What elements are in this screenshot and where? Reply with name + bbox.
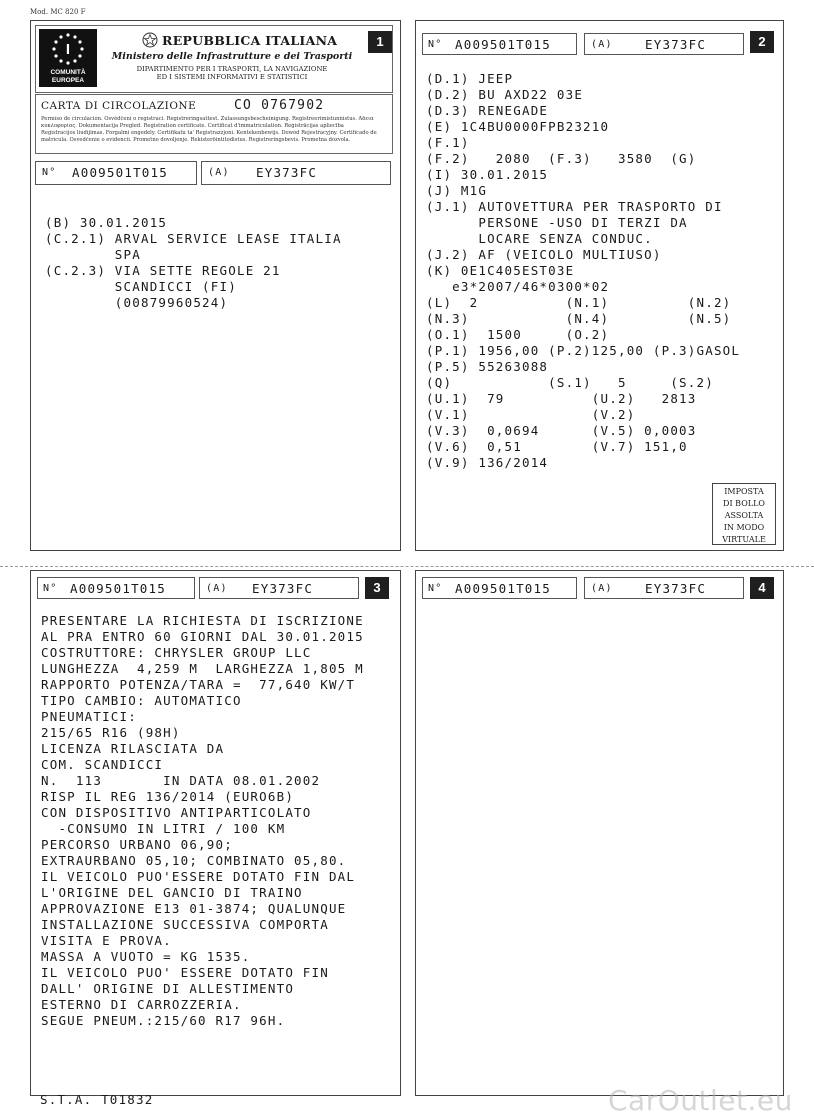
note-line: COSTRUTTORE: CHRYSLER GROUP LLC: [41, 645, 312, 660]
svg-text:I: I: [65, 41, 71, 58]
plate-label: (A): [591, 583, 613, 594]
field-line: (V.1) (V.2): [426, 407, 636, 422]
watermark: CarOutlet.eu: [608, 1084, 793, 1117]
registration-number-box: [422, 577, 577, 599]
field-line: (I) 30.01.2015: [426, 167, 549, 182]
field-line: (E) 1C4BU0000FPB23210: [426, 119, 610, 134]
italian-emblem-icon: [142, 32, 158, 48]
plate-label: (A): [208, 167, 230, 178]
field-line: (F.2) 2080 (F.3) 3580 (G): [426, 151, 697, 166]
plate-number: EY373FC: [252, 581, 314, 596]
panel-4: [415, 570, 784, 1096]
panel-3: [30, 570, 401, 1096]
note-line: PRESENTARE LA RICHIESTA DI ISCRIZIONE: [41, 613, 364, 628]
note-line: APPROVAZIONE E13 01-3874; QUALUNQUE: [41, 901, 347, 916]
note-line: L'ORIGINE DEL GANCIO DI TRAINO: [41, 885, 303, 900]
field-line: (D.3) RENEGADE: [426, 103, 549, 118]
header-box: [35, 25, 393, 93]
field-line: (J.2) AF (VEICOLO MULTIUSO): [426, 247, 662, 262]
field-line: SPA: [45, 247, 141, 262]
note-line: COM. SCANDICCI: [41, 757, 164, 772]
plate-box: [584, 577, 744, 599]
tax-stamp: [712, 483, 776, 545]
number-label: N°: [42, 167, 57, 178]
field-line: SCANDICCI (FI): [45, 279, 237, 294]
registration-number-box: [37, 577, 195, 599]
note-line: CON DISPOSITIVO ANTIPARTICOLATO: [41, 805, 312, 820]
stamp-line: ASSOLTA: [724, 511, 764, 520]
field-line: (N.3) (N.4) (N.5): [426, 311, 732, 326]
note-line: IL VEICOLO PUO'ESSERE DOTATO FIN DAL: [41, 869, 356, 884]
note-line: MASSA A VUOTO = KG 1535.: [41, 949, 251, 964]
registration-number: A009501T015: [455, 581, 551, 596]
stamp-line: IMPOSTA: [724, 487, 764, 496]
field-line: (J) M1G: [426, 183, 488, 198]
document-number: CO 0767902: [234, 98, 325, 113]
note-line: ESTERNO DI CARROZZERIA.: [41, 997, 242, 1012]
stamp-line: IN MODO: [723, 523, 765, 532]
fold-line: [0, 566, 814, 567]
plate-label: (A): [206, 583, 228, 594]
registration-number: A009501T015: [70, 581, 166, 596]
field-line: (O.1) 1500 (O.2): [426, 327, 610, 342]
field-line: (V.3) 0,0694 (V.5) 0,0003: [426, 423, 697, 438]
note-line: IL VEICOLO PUO' ESSERE DOTATO FIN: [41, 965, 329, 980]
registration-number-box: [422, 33, 577, 55]
note-line: TIPO CAMBIO: AUTOMATICO: [41, 693, 242, 708]
plate-box: [201, 161, 391, 185]
field-line: e3*2007/46*0300*02: [426, 279, 610, 294]
note-line: PNEUMATICI:: [41, 709, 137, 724]
number-label: N°: [43, 583, 58, 594]
field-line: (C.2.3) VIA SETTE REGOLE 21: [45, 263, 281, 278]
multilang-line-1: Permiso de circulación. Osvědčení o registraci. Registreringsattest. Zulassungsbescheinigung. Registreerimistunnistus. Άδεια: [41, 116, 374, 122]
field-line: LOCARE SENZA CONDUC.: [426, 231, 653, 246]
field-line: (C.2.1) ARVAL SERVICE LEASE ITALIA: [45, 231, 342, 246]
eu-label-2: EUROPEA: [51, 77, 85, 84]
note-line: RISP IL REG 136/2014 (EURO6B): [41, 789, 295, 804]
note-line: -CONSUMO IN LITRI / 100 KM: [41, 821, 286, 836]
plate-label: (A): [591, 39, 613, 50]
eu-flag: [39, 29, 97, 87]
field-line: (V.9) 136/2014: [426, 455, 549, 470]
field-line: (D.2) BU AXD22 03E: [426, 87, 584, 102]
page-number-1: 1: [368, 31, 392, 53]
sta-footer: S.T.A. T01832: [40, 1092, 154, 1107]
note-line: EXTRAURBANO 05,10; COMBINATO 05,80.: [41, 853, 347, 868]
field-line: PERSONE -USO DI TERZI DA: [426, 215, 688, 230]
field-line: (F.1): [426, 135, 470, 150]
note-line: N. 113 IN DATA 08.01.2002: [41, 773, 321, 788]
registration-number: A009501T015: [455, 37, 551, 52]
plate-box: [584, 33, 744, 55]
field-line: (Q) (S.1) 5 (S.2): [426, 375, 714, 390]
panel-1-fields: [45, 215, 342, 311]
stamp-line: DI BOLLO: [723, 499, 765, 508]
field-line: (V.6) 0,51 (V.7) 151,0: [426, 439, 688, 454]
republic-title: REPUBBLICA ITALIANA: [162, 33, 338, 48]
document-title-box: [35, 94, 393, 154]
registration-number: A009501T015: [72, 165, 168, 180]
field-line: (D.1) JEEP: [426, 71, 514, 86]
note-line: PERCORSO URBANO 06,90;: [41, 837, 233, 852]
multilang-line-3: Registracijos liudijimas. Forgalmi engedély. Certifikatu ta' Registrazzjoni. Kentekenbewijs. Dowód Rejestracyjny. Certificado de: [41, 130, 377, 136]
field-line: (U.1) 79 (U.2) 2813: [426, 391, 697, 406]
plate-number: EY373FC: [256, 165, 318, 180]
ministry-name: Ministero delle Infrastrutture e dei Trasporti: [111, 51, 353, 62]
field-line: (L) 2 (N.1) (N.2): [426, 295, 732, 310]
plate-number: EY373FC: [645, 37, 707, 52]
field-line: (B) 30.01.2015: [45, 215, 168, 230]
department-line-1: DIPARTIMENTO PER I TRASPORTI, LA NAVIGAZIONE: [136, 65, 328, 73]
plate-number: EY373FC: [645, 581, 707, 596]
page-number-2: 2: [750, 31, 774, 53]
field-line: (J.1) AUTOVETTURA PER TRASPORTO DI: [426, 199, 723, 214]
eu-stars-icon: [39, 29, 97, 69]
note-line: LUNGHEZZA 4,259 M LARGHEZZA 1,805 M: [41, 661, 364, 676]
panel-2-fields: [426, 71, 740, 471]
field-line: (K) 0E1C405EST03E: [426, 263, 575, 278]
note-line: DALL' ORIGINE DI ALLESTIMENTO: [41, 981, 295, 996]
note-line: INSTALLAZIONE SUCCESSIVA COMPORTA: [41, 917, 329, 932]
panel-2: [415, 20, 784, 551]
panel-3-notes: [41, 613, 364, 1029]
number-label: N°: [428, 583, 443, 594]
note-line: VISITA E PROVA.: [41, 933, 172, 948]
field-line: (P.5) 55263088: [426, 359, 549, 374]
multilang-line-2: κυκλοφορίας. Dokumentacija Pregled. Registration certificate. Certificat d'immatriculation. Reģistrācijas apliecība: [41, 123, 344, 129]
plate-box: [199, 577, 359, 599]
note-line: RAPPORTO POTENZA/TARA = 77,640 KW/T: [41, 677, 356, 692]
page-number-4: 4: [750, 577, 774, 599]
note-line: SEGUE PNEUM.:215/60 R17 96H.: [41, 1013, 286, 1028]
panel-1: [30, 20, 401, 551]
document-title: CARTA DI CIRCOLAZIONE: [41, 100, 197, 112]
note-line: AL PRA ENTRO 60 GIORNI DAL 30.01.2015: [41, 629, 364, 644]
model-code: Mod. MC 820 F: [30, 8, 86, 16]
note-line: LICENZA RILASCIATA DA: [41, 741, 225, 756]
field-line: (00879960524): [45, 295, 229, 310]
field-line: (P.1) 1956,00 (P.2)125,00 (P.3)GASOL: [426, 343, 741, 358]
eu-label-1: COMUNITÀ: [50, 69, 86, 76]
stamp-line: VIRTUALE: [722, 535, 766, 544]
multilang-line-4: matrícula. Osvedčenie o evidencii. Prometno dovoljenje. Rekisteröintitodistus. Registreringsbevis. Prometna dozvola.: [41, 137, 351, 143]
note-line: 215/65 R16 (98H): [41, 725, 181, 740]
page-number-3: 3: [365, 577, 389, 599]
department-line-2: ED I SISTEMI INFORMATIVI E STATISTICI: [156, 73, 308, 81]
registration-number-box: [35, 161, 197, 185]
number-label: N°: [428, 39, 443, 50]
